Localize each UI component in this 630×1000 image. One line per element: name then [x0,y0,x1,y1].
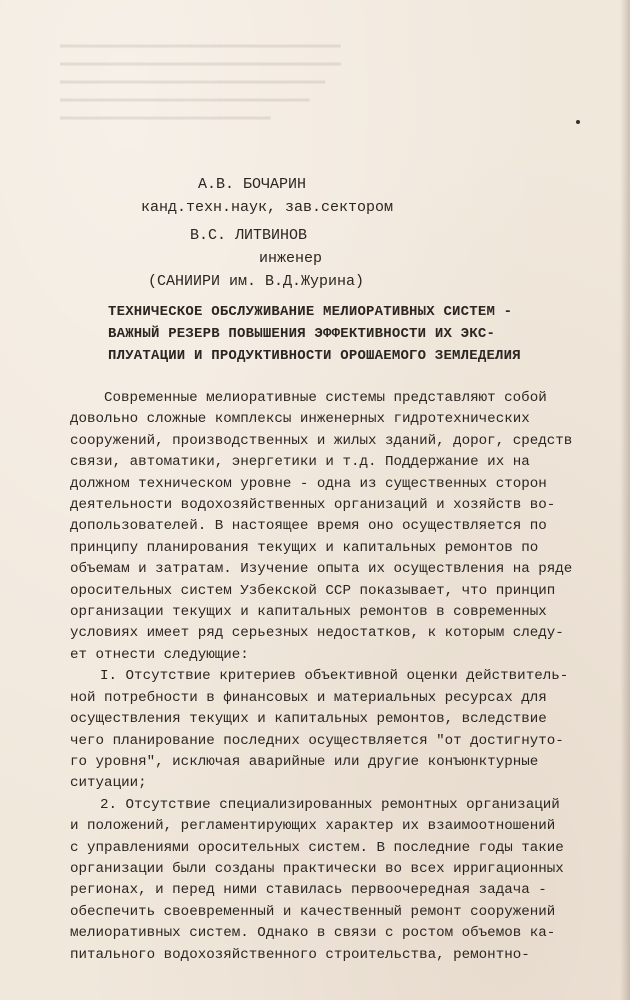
body-line: обеспечить своевременный и качественный ремонт сооружений [70,903,556,920]
body-line: должном техническом уровне - одна из существенных сторон [70,475,547,492]
show-through-text: ▬▬▬▬▬▬▬▬▬▬▬▬▬▬▬▬▬▬▬▬▬▬▬▬▬▬▬▬▬▬▬▬▬▬▬▬ ▬▬▬▬▬▬▬▬▬▬▬▬▬▬▬▬▬▬▬▬▬▬▬▬▬▬▬▬▬▬▬▬▬▬▬▬ ▬▬▬▬▬▬▬▬▬▬▬▬▬▬▬▬▬▬▬▬▬▬▬▬▬▬▬▬▬▬▬▬▬▬ ▬▬▬▬▬▬▬▬▬▬▬▬▬▬▬▬▬▬▬▬▬▬▬▬▬▬▬▬▬▬▬▬ ▬▬▬▬▬▬▬▬▬▬▬▬▬▬▬▬▬▬▬▬▬▬▬▬▬▬▬ [60,37,341,124]
body-line: деятельности водохозяйственных организаций и хозяйств во- [70,497,556,514]
author-2-position: инженер [259,250,323,267]
body-line: регионах, и перед ними ставилась первоочередная задача - [70,882,547,899]
body-line: организации были созданы практически во всех ирригационных [70,860,564,877]
body-line: сооружений, производственных и жилых зданий, дорог, средств [70,432,573,449]
body-line: объемам и затратам. Изучение опыта их осуществления на ряде [70,561,573,578]
title-line: ПЛУАТАЦИИ И ПРОДУКТИВНОСТИ ОРОШАЕМОГО ЗЕМЛЕДЕЛИЯ [108,348,521,364]
body-line: и положений, регламентирующих характер их взаимоотношений [70,818,556,835]
body-line: мелиоративных систем. Однако в связи с ростом объемов ка- [70,925,556,942]
body-line: с управлениями оросительных систем. В последние годы такие [70,839,564,856]
body-line: условиях имеет ряд серьезных недостатков, к которым следу- [70,625,564,642]
title-line: ВАЖНЫЙ РЕЗЕРВ ПОВЫШЕНИЯ ЭФФЕКТИВНОСТИ ИХ ЭКС- [108,326,496,342]
affiliation: (САНИИРИ им. В.Д.Журина) [148,273,365,290]
body-line: ет отнести следующие: [70,646,249,663]
author-2-name: В.С. ЛИТВИНОВ [190,227,308,244]
author-1-position: канд.техн.наук, зав.сектором [141,199,394,216]
body-line: довольно сложные комплексы инженерных гидротехнических [70,411,530,428]
body-line: ситуации; [70,775,147,792]
body-line: 2. Отсутствие специализированных ремонтных организаций [100,796,560,813]
article-title [108,301,521,367]
title-line: ТЕХНИЧЕСКОЕ ОБСЛУЖИВАНИЕ МЕЛИОРАТИВНЫХ СИСТЕМ - [108,304,513,320]
body-line: го уровня", исключая аварийные или другие конъюнктурные [70,753,539,770]
body-line: принципу планирования текущих и капитальных ремонтов по [70,539,539,556]
body-line: осуществления текущих и капитальных ремонтов, вследствие [70,711,547,728]
body-line: оросительных систем Узбекской ССР показывает, что принцип [70,582,556,599]
body-line: I. Отсутствие критериев объективной оценки действитель- [100,668,569,685]
body-line: чего планирование последних осуществляется "от достигнуто- [70,732,564,749]
author-1-name: А.В. БОЧАРИН [198,176,307,193]
body-line: Современные мелиоративные системы представляют собой [104,390,547,406]
body-line: питального водохозяйственного строительства, ремонтно- [70,946,530,963]
punch-mark [576,120,580,124]
body-line: ной потребности в финансовых и материальных ресурсах для [70,689,547,706]
body-text [70,388,600,966]
page-edge-shadow [620,0,630,1000]
body-line: связи, автоматики, энергетики и т.д. Поддержание их на [70,454,530,471]
body-line: организации текущих и капитальных ремонтов в современных [70,604,547,621]
body-line: допользователей. В настоящее время оно осуществляется по [70,518,547,535]
